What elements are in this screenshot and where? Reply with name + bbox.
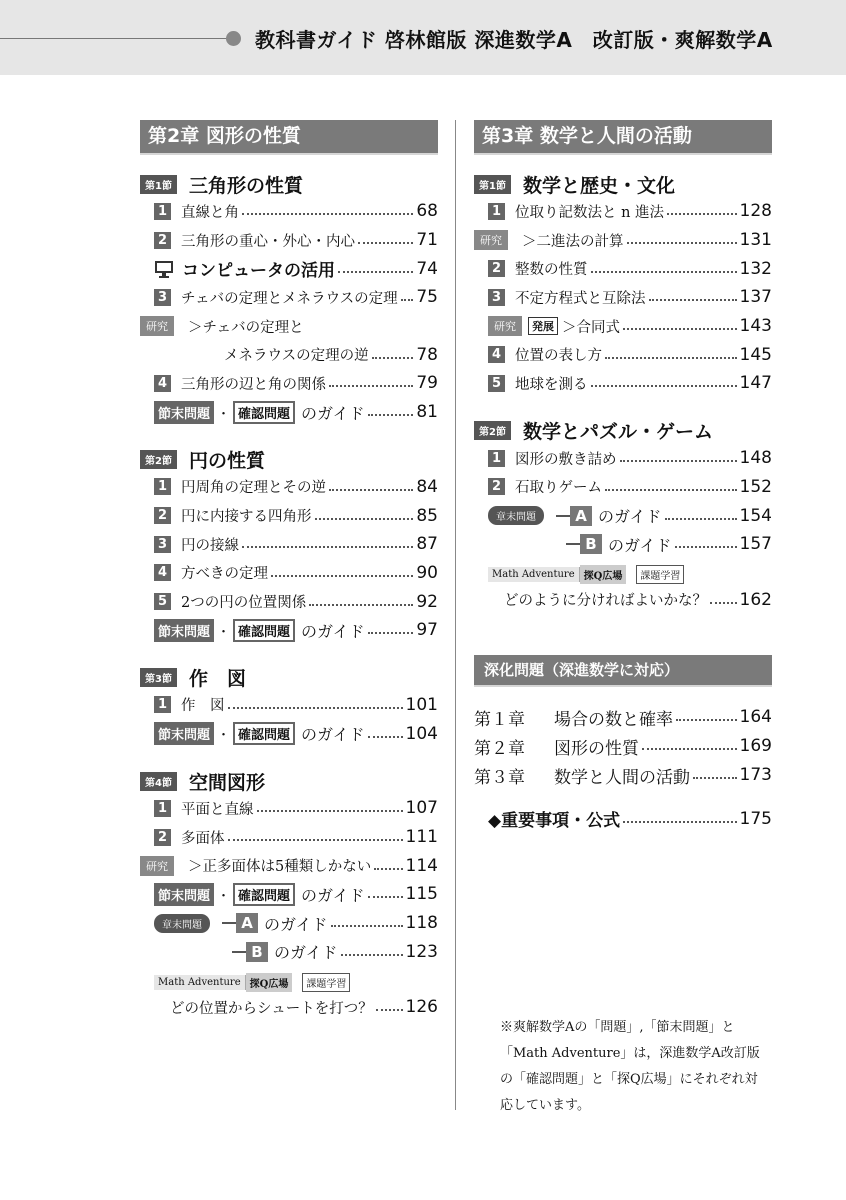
kakunin-tag: 確認問題 <box>233 619 295 642</box>
item-label: 平面と直線 <box>181 801 254 818</box>
page-number: 85 <box>416 505 438 526</box>
dot-leader <box>271 575 413 577</box>
item-number: 1 <box>488 203 505 220</box>
badge-line <box>556 515 570 517</box>
toc-entry[interactable] <box>140 226 438 255</box>
item-label: 円の接線 <box>181 537 239 554</box>
toc-entry[interactable] <box>140 587 438 616</box>
chapter-title-bar: 第3章 数学と人間の活動 <box>474 120 772 155</box>
shomatsu-tag: 章末問題 <box>488 506 544 525</box>
section-title: 作 図 <box>188 668 246 691</box>
kadai-tag: 課題学習 <box>302 973 350 992</box>
page-number: 143 <box>739 316 772 337</box>
dot-leader <box>329 489 413 491</box>
toc-entry[interactable] <box>474 444 772 473</box>
item-label: 多面体 <box>181 830 225 847</box>
header-rule <box>0 38 232 39</box>
item-label: どの位置からシュートを打つ？ <box>170 1000 373 1017</box>
chapter-2-column <box>140 120 438 1022</box>
item-label: 位置の表し方 <box>515 348 602 365</box>
toc-entry[interactable] <box>126 312 438 341</box>
item-number: 4 <box>154 564 171 581</box>
toc-entry[interactable] <box>140 254 438 283</box>
item-label: 2つの円の位置関係 <box>181 595 307 612</box>
page-number: 75 <box>416 287 438 308</box>
item-label: ＞二進法の計算 <box>522 233 624 250</box>
level-a-badge <box>222 913 258 933</box>
dot-leader <box>341 954 403 956</box>
toc-entry[interactable] <box>140 340 438 369</box>
deep-entry[interactable] <box>474 703 772 732</box>
guide-label: のガイド <box>301 403 365 423</box>
item-number: 1 <box>154 203 171 220</box>
page-header <box>0 0 846 75</box>
page-number: 148 <box>739 448 772 469</box>
toc-entry[interactable] <box>140 283 438 312</box>
page-number: 107 <box>405 798 438 819</box>
page-number: 128 <box>739 201 772 222</box>
hatten-tag: 発展 <box>528 317 558 335</box>
dot-leader <box>374 868 402 870</box>
item-label: ＞正多面体は5種類しかない <box>188 859 372 876</box>
item-number: 1 <box>488 450 505 467</box>
kenkyu-tag: 研究 <box>474 230 508 250</box>
dot-leader <box>242 213 413 215</box>
section-badge: 第1節 <box>140 175 177 194</box>
page-number: 115 <box>405 884 438 905</box>
header-title: 教科書ガイド 啓林館版 深進数学A 改訂版・爽解数学A <box>255 28 773 52</box>
dot-leader <box>309 604 413 606</box>
toc-entry[interactable] <box>474 312 772 341</box>
dot-leader <box>710 602 737 604</box>
toc-entry[interactable] <box>474 473 772 502</box>
item-number: 5 <box>154 593 171 610</box>
badge-line <box>566 543 580 545</box>
item-label: 地球を測る <box>515 376 588 393</box>
dot-leader <box>623 821 736 823</box>
page-number: 137 <box>739 287 772 308</box>
item-label: 直線と角 <box>181 204 239 221</box>
toc-entry[interactable] <box>140 937 438 966</box>
dot-leader <box>676 719 737 721</box>
section-title: 三角形の性質 <box>188 174 303 197</box>
deep-problems-bar: 深化問題（深進数学に対応） <box>474 655 772 687</box>
section-heading[interactable] <box>474 418 772 444</box>
dot-leader <box>242 546 413 548</box>
deep-label: 場合の数と確率 <box>554 709 673 730</box>
badge-letter: B <box>580 534 602 554</box>
page-number: 131 <box>739 230 772 251</box>
toc-entry[interactable] <box>474 501 772 530</box>
dot-leader <box>605 489 737 491</box>
guide-label: のガイド <box>301 885 365 905</box>
math-adventure-tag: Math Adventure <box>154 975 246 990</box>
page-number: 173 <box>739 765 772 786</box>
kadai-tag: 課題学習 <box>636 565 684 584</box>
dot-leader <box>372 357 414 359</box>
item-label: 位取り記数法と n 進法 <box>515 204 665 221</box>
badge-line <box>232 951 246 953</box>
page-number: 157 <box>739 534 772 555</box>
section-heading[interactable] <box>140 171 438 197</box>
toc-entry[interactable] <box>474 283 772 312</box>
dot-leader <box>642 748 737 750</box>
toc-entry[interactable] <box>140 616 438 645</box>
item-label: メネラウスの定理の逆 <box>224 348 369 365</box>
toc-entry[interactable] <box>140 992 438 1022</box>
item-number: 3 <box>154 536 171 553</box>
section-title: 数学と歴史・文化 <box>522 174 675 197</box>
tanq-tag: 探Q広場 <box>246 973 293 992</box>
separator: ・ <box>217 624 231 640</box>
toc-entry[interactable] <box>140 909 438 938</box>
dot-leader <box>329 385 413 387</box>
page-number: 126 <box>405 997 438 1018</box>
kenkyu-tag: 研究 <box>140 856 174 876</box>
item-label: 作 図 <box>181 698 225 715</box>
item-label: チェバの定理とメネラウスの定理 <box>181 290 398 307</box>
toc-entry[interactable] <box>140 559 438 588</box>
toc-entry[interactable] <box>460 226 772 255</box>
dot-leader <box>627 242 737 244</box>
section-heading[interactable] <box>140 768 438 794</box>
dot-leader <box>665 518 737 520</box>
dot-leader <box>623 328 737 330</box>
setsumatsu-tag: 節末問題 <box>154 883 214 906</box>
setsumatsu-tag: 節末問題 <box>154 722 214 745</box>
dot-leader <box>228 707 403 709</box>
toc-entry[interactable] <box>140 691 438 720</box>
deep-chapter: 第１章 <box>474 709 525 730</box>
toc-entry[interactable] <box>140 794 438 823</box>
dot-leader <box>368 632 414 634</box>
item-label: 方べきの定理 <box>181 566 268 583</box>
page-number: 68 <box>416 201 438 222</box>
toc-entry[interactable] <box>474 585 772 615</box>
page-number: 152 <box>739 476 772 497</box>
item-number: 4 <box>154 375 171 392</box>
page-number: 84 <box>416 476 438 497</box>
item-number: 2 <box>154 829 171 846</box>
section-title: 円の性質 <box>188 450 265 472</box>
chapter-title-bar: 第2章 図形の性質 <box>140 120 438 155</box>
badge-letter: A <box>236 913 258 933</box>
page-number: 111 <box>405 827 438 848</box>
guide-label: のガイド <box>301 621 365 641</box>
guide-label: のガイド <box>264 914 328 934</box>
item-label: 整数の性質 <box>515 262 588 279</box>
item-label: 三角形の辺と角の関係 <box>181 376 326 393</box>
shomatsu-tag: 章末問題 <box>154 914 210 933</box>
page-number: 87 <box>416 534 438 555</box>
toc-entry[interactable] <box>140 369 438 398</box>
toc-entry[interactable] <box>140 530 438 559</box>
toc-entry[interactable] <box>474 340 772 369</box>
item-label: 石取りゲーム <box>515 480 602 497</box>
page-number: 97 <box>416 620 438 641</box>
guide-label: のガイド <box>608 535 672 555</box>
page-number: 71 <box>416 230 438 251</box>
item-label: 三角形の重心・外心・内心 <box>181 233 355 250</box>
item-number: 5 <box>488 375 505 392</box>
toc-entry[interactable] <box>474 369 772 398</box>
section-title: 空間図形 <box>188 771 265 794</box>
dot-leader <box>368 414 414 416</box>
dot-leader <box>675 546 737 548</box>
deep-chapter: 第３章 <box>474 767 525 788</box>
guide-label: のガイド <box>274 943 338 963</box>
page-number: 175 <box>739 808 772 829</box>
page-number: 145 <box>739 344 772 365</box>
separator: ・ <box>217 406 231 422</box>
dot-leader <box>257 810 403 812</box>
separator: ・ <box>217 728 231 744</box>
dot-leader <box>228 839 403 841</box>
deep-entry[interactable] <box>474 732 772 761</box>
dot-leader <box>667 213 736 215</box>
chapter-3-column <box>474 120 772 834</box>
section-badge: 第2節 <box>140 450 177 469</box>
kenkyu-tag: 研究 <box>488 316 522 336</box>
level-a-badge <box>556 506 592 526</box>
toc-entry[interactable] <box>474 254 772 283</box>
item-number: 2 <box>154 507 171 524</box>
item-label: どのように分ければよいかな？ <box>504 593 707 610</box>
toc-entry[interactable] <box>140 719 438 748</box>
item-number: 2 <box>488 478 505 495</box>
toc-entry[interactable] <box>126 851 438 880</box>
item-number: 3 <box>154 289 171 306</box>
page-number: 78 <box>416 344 438 365</box>
deep-label: 数学と人間の活動 <box>554 767 690 788</box>
page-number: 147 <box>739 373 772 394</box>
spacer <box>474 687 772 703</box>
dot-leader <box>401 299 414 301</box>
section-title: 数学とパズル・ゲーム <box>522 421 713 444</box>
page-number: 132 <box>739 258 772 279</box>
deep-entry[interactable] <box>474 761 772 790</box>
item-label: 図形の敷き詰め <box>515 451 617 468</box>
dot-leader <box>338 271 413 273</box>
dot-leader <box>591 271 737 273</box>
toc-entry[interactable] <box>140 473 438 502</box>
guide-label: のガイド <box>301 725 365 745</box>
item-label: ＞チェバの定理と <box>188 319 304 336</box>
badge-line <box>222 922 236 924</box>
dot-leader <box>620 460 737 462</box>
deep-label: 図形の性質 <box>554 738 639 759</box>
page-number: 169 <box>739 736 772 757</box>
guide-label: のガイド <box>598 507 662 527</box>
math-adventure-tags <box>474 565 772 585</box>
page-number: 164 <box>739 707 772 728</box>
item-label: コンピュータの活用 <box>182 261 335 282</box>
section-badge: 第1節 <box>474 175 511 194</box>
item-number: 2 <box>154 232 171 249</box>
kakunin-tag: 確認問題 <box>233 883 295 906</box>
page-number: 114 <box>405 855 438 876</box>
setsumatsu-tag: 節末問題 <box>154 619 214 642</box>
separator: ・ <box>217 888 231 904</box>
header-bullet-icon <box>226 31 241 46</box>
monitor-icon <box>154 260 174 278</box>
dot-leader <box>376 1009 403 1011</box>
footnote: ※爽解数学Aの「問題」,「節末問題」と「Math Adventure」は，深進数学A改訂版の「確認問題」と「探Q広場」にそれぞれ対応しています。 <box>500 1020 760 1113</box>
section-heading[interactable] <box>474 171 772 197</box>
section-badge: 第3節 <box>140 668 177 687</box>
toc-entry[interactable] <box>140 398 438 427</box>
item-number: 3 <box>488 289 505 306</box>
item-label: 円に内接する四角形 <box>181 509 312 526</box>
dot-leader <box>649 299 737 301</box>
dot-leader <box>315 518 414 520</box>
section-badge: 第4節 <box>140 772 177 791</box>
item-label: ＞合同式 <box>562 319 620 336</box>
dot-leader <box>591 385 737 387</box>
badge-letter: A <box>570 506 592 526</box>
page-number: 118 <box>405 913 438 934</box>
toc-entry[interactable] <box>140 501 438 530</box>
dot-leader <box>358 242 413 244</box>
badge-letter: B <box>246 942 268 962</box>
dot-leader <box>605 357 737 359</box>
dot-leader <box>368 736 403 738</box>
item-number: 1 <box>154 478 171 495</box>
toc-entry[interactable] <box>474 197 772 226</box>
page-number: 92 <box>416 591 438 612</box>
dot-leader <box>331 925 403 927</box>
setsumatsu-tag: 節末問題 <box>154 401 214 424</box>
column-divider <box>455 120 456 1110</box>
deep-chapter: 第２章 <box>474 738 525 759</box>
section-badge: 第2節 <box>474 421 511 440</box>
dot-leader <box>368 896 403 898</box>
page-number: 81 <box>416 402 438 423</box>
page-number: 104 <box>405 723 438 744</box>
kakunin-tag: 確認問題 <box>233 401 295 424</box>
important-entry[interactable] <box>474 804 772 834</box>
page-number: 154 <box>739 505 772 526</box>
page-number: 90 <box>416 562 438 583</box>
kenkyu-tag: 研究 <box>140 316 174 336</box>
item-number: 2 <box>488 260 505 277</box>
kakunin-tag: 確認問題 <box>233 722 295 745</box>
math-adventure-tags <box>140 972 438 992</box>
page-number: 162 <box>739 589 772 610</box>
item-label: 不定方程式と互除法 <box>515 290 646 307</box>
dot-leader <box>693 777 737 779</box>
page-number: 74 <box>416 258 438 279</box>
important-label: ◆重要事項・公式 <box>488 811 621 832</box>
page-number: 101 <box>405 694 438 715</box>
toc-entry[interactable] <box>140 823 438 852</box>
page-number: 79 <box>416 373 438 394</box>
item-number: 1 <box>154 800 171 817</box>
item-number: 4 <box>488 346 505 363</box>
item-number: 1 <box>154 696 171 713</box>
section-heading[interactable] <box>140 447 438 473</box>
level-b-badge <box>232 942 268 962</box>
math-adventure-tag: Math Adventure <box>488 567 580 582</box>
item-label: 円周角の定理とその逆 <box>181 480 326 497</box>
toc-entry[interactable] <box>140 197 438 226</box>
level-b-badge <box>566 534 602 554</box>
tanq-tag: 探Q広場 <box>580 565 627 584</box>
toc-entry[interactable] <box>474 530 772 559</box>
page-number: 123 <box>405 941 438 962</box>
section-heading[interactable] <box>140 665 438 691</box>
toc-entry[interactable] <box>140 880 438 909</box>
